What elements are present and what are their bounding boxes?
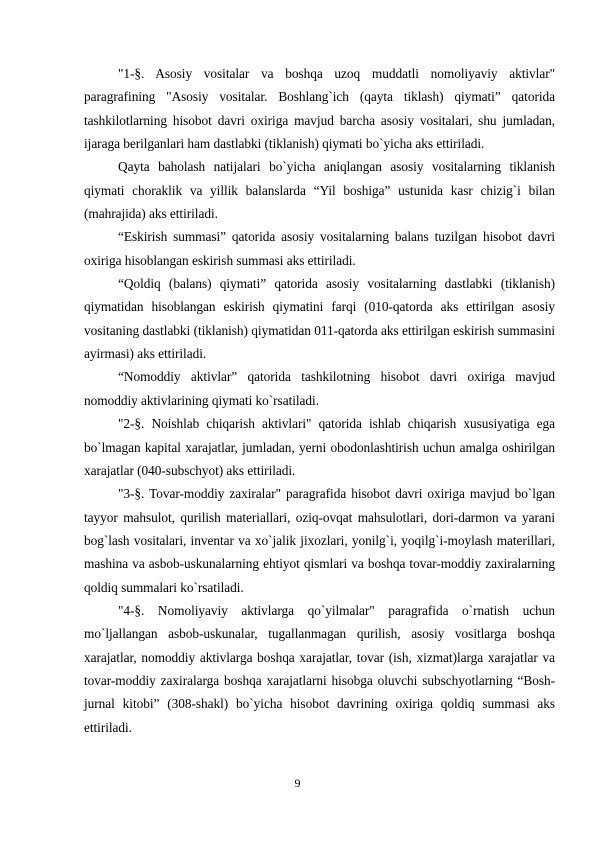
paragraph-depreciation-sum: “Eskirish summasi” qatorida asosiy vositalarning balans tuzilgan hisobot davri oxiriga hisoblangan eskirish summasi aks ettiriladi. [84,229,555,268]
body-text [84,62,555,739]
paragraph-section-2: "2-§. Noishlab chiqarish aktivlari" qatorida ishlab chiqarish xususiyatiga ega bo`lmagan kapital xarajatlar, jumladan, yerni obodonlashtirish uchun amalga oshirilgan xarajatlar (040-subschyot) aks ettiriladi. [84,416,555,478]
paragraph-section-4: "4-§. Nomoliyaviy aktivlarga qo`yilmalar" paragrafida o`rnatish uchun mo`ljallangan asbob-uskunalar, tugallanmagan qurilish, asosiy vositlarga boshqa xarajatlar, nomoddiy aktivlarga boshqa xarajatlar, tovar (ish, xizmat)larga xarajatlar va tovar-moddiy zaxiralarga boshqa xarajatlarni hisobga oluvchi subschyotlarning “Bosh-jurnal kitobi” (308-shakl) bo`yicha hisobot davrining oxiriga qoldiq summasi aks ettiriladi. [84,602,555,735]
paragraph-section-1-intro: "1-§. Asosiy vositalar va boshqa uzoq muddatli nomoliyaviy aktivlar" paragrafining "Asosiy vositalar. Boshlang`ich (qayta tiklash) qiymati” qatorida tashkilotlarning hisobot davri oxiriga mavjud barcha asosiy vositalari, shu jumladan, ijaraga berilganlari ham dastlabki (tiklanish) qiymati bo`yicha aks ettiriladi. [84,66,555,152]
page-number: 9 [294,776,301,790]
paragraph-residual-value: “Qoldiq (balans) qiymati” qatorida asosiy vositalarning dastlabki (tiklanish) qiymatidan hisoblangan eskirish qiymatini farqi (010-qatorda aks ettirilgan asosiy vositaning dastlabki (tiklanish) qiymatidan 011-qatorda aks ettirilgan eskirish summasini ayirmasi) aks ettiriladi. [84,276,555,362]
paragraph-section-3: "3-§. Tovar-moddiy zaxiralar" paragrafida hisobot davri oxiriga mavjud bo`lgan tayyor mahsulot, qurilish materiallari, oziq-ovqat mahsulotlari, dori-darmon va yarani bog`lash vositalari, inventar va xo`jalik jixozlari, yonilg`i, yoqilg`i-moylash materillari, mashina va asbob-uskunalarning ehtiyot qismlari va boshqa tovar-moddiy zaxiralarning qoldiq summalari ko`rsatiladi. [84,486,555,595]
paragraph-revaluation: Qayta baholash natijalari bo`yicha aniqlangan asosiy vositalarning tiklanish qiymati choraklik va yillik balanslarda “Yil boshiga” ustunida kasr chizig`i bilan (mahrajida) aks ettiriladi. [84,159,555,222]
paragraph-intangible-assets: “Nomoddiy aktivlar” qatorida tashkilotning hisobot davri oxiriga mavjud nomoddiy aktivlarining qiymati ko`rsatiladi. [84,369,555,408]
